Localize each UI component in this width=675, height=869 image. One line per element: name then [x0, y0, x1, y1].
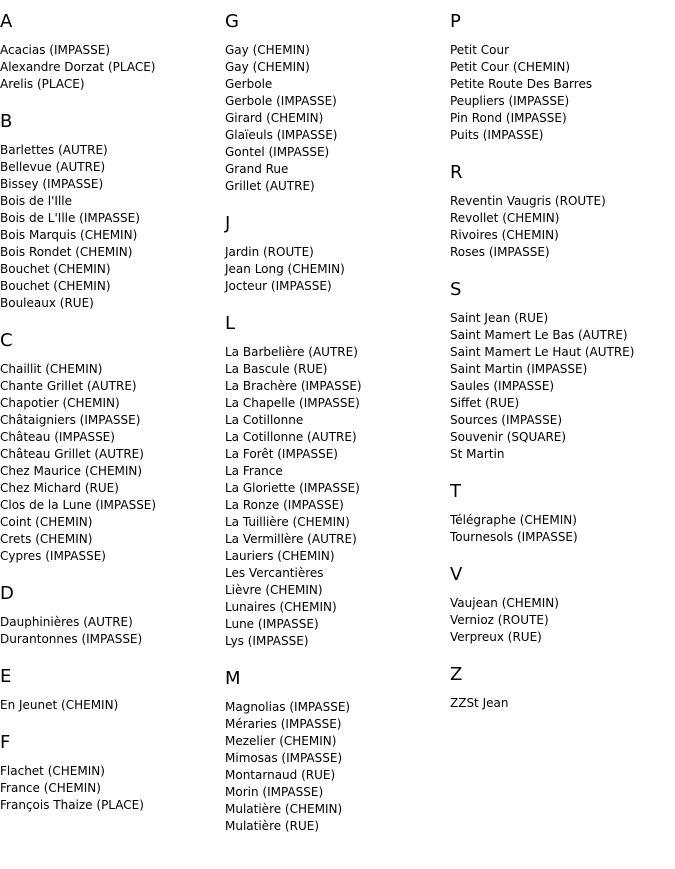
- street-link[interactable]: La Cotillonne (AUTRE): [225, 430, 357, 444]
- letter-heading: L: [225, 313, 236, 334]
- street-link[interactable]: Cypres (IMPASSE): [0, 549, 106, 563]
- street-link[interactable]: Dauphinières (AUTRE): [0, 615, 133, 629]
- street-list: [450, 595, 675, 646]
- letter-group: [450, 163, 675, 261]
- street-link[interactable]: La Chapelle (IMPASSE): [225, 396, 360, 410]
- letter-heading: T: [450, 481, 461, 502]
- street-link[interactable]: Bellevue (AUTRE): [0, 160, 106, 174]
- street-link[interactable]: La France: [225, 464, 283, 478]
- street-link[interactable]: Verpreux (RUE): [450, 630, 542, 644]
- street-index-column-2: [225, 12, 450, 854]
- street-link[interactable]: La Forêt (IMPASSE): [225, 447, 338, 461]
- street-link[interactable]: Gay (CHEMIN): [225, 60, 310, 74]
- letter-group: [450, 665, 675, 712]
- street-link[interactable]: Chez Michard (RUE): [0, 481, 119, 495]
- street-link[interactable]: Gontel (IMPASSE): [225, 145, 330, 159]
- street-link[interactable]: Acacias (IMPASSE): [0, 43, 111, 57]
- street-link[interactable]: Revollet (CHEMIN): [450, 211, 560, 225]
- street-link[interactable]: Méraries (IMPASSE): [225, 717, 342, 731]
- street-list: [225, 344, 450, 650]
- letter-group: [225, 214, 450, 295]
- street-link[interactable]: Lièvre (CHEMIN): [225, 583, 323, 597]
- letter-heading: V: [450, 564, 463, 585]
- street-link[interactable]: Bouchet (CHEMIN): [0, 262, 111, 276]
- street-list: [0, 42, 225, 93]
- letter-group: [225, 314, 450, 650]
- street-link[interactable]: Montarnaud (RUE): [225, 768, 336, 782]
- letter-heading: D: [0, 583, 14, 604]
- street-link[interactable]: Mimosas (IMPASSE): [225, 751, 343, 765]
- letter-group: [225, 12, 450, 195]
- street-link[interactable]: Tournesols (IMPASSE): [450, 530, 578, 544]
- street-link[interactable]: La Bascule (RUE): [225, 362, 328, 376]
- street-link[interactable]: Vernioz (ROUTE): [450, 613, 549, 627]
- street-link[interactable]: Jean Long (CHEMIN): [225, 262, 345, 276]
- street-link[interactable]: La Cotillonne: [225, 413, 304, 427]
- street-link[interactable]: Petit Cour (CHEMIN): [450, 60, 571, 74]
- street-link[interactable]: La Gloriette (IMPASSE): [225, 481, 360, 495]
- street-link[interactable]: Arelis (PLACE): [0, 77, 85, 91]
- street-link[interactable]: François Thaize (PLACE): [0, 798, 144, 812]
- street-link[interactable]: Château (IMPASSE): [0, 430, 115, 444]
- street-link[interactable]: Saint Martin (IMPASSE): [450, 362, 588, 376]
- letter-group: [450, 565, 675, 646]
- letter-group: [450, 12, 675, 144]
- street-link[interactable]: Durantonnes (IMPASSE): [0, 632, 143, 646]
- street-list: [0, 763, 225, 814]
- street-link[interactable]: Crets (CHEMIN): [0, 532, 93, 546]
- letter-heading: F: [0, 732, 11, 753]
- street-link[interactable]: Mezelier (CHEMIN): [225, 734, 337, 748]
- street-link[interactable]: La Brachère (IMPASSE): [225, 379, 362, 393]
- street-list: [0, 361, 225, 565]
- letter-heading: A: [0, 11, 13, 32]
- street-list: [450, 512, 675, 546]
- letter-group: [0, 331, 225, 565]
- street-link[interactable]: Bois de l'Ille: [0, 194, 73, 208]
- street-link[interactable]: Gerbole (IMPASSE): [225, 94, 337, 108]
- street-link[interactable]: Roses (IMPASSE): [450, 245, 550, 259]
- letter-heading: M: [225, 668, 241, 689]
- letter-heading: C: [0, 330, 13, 351]
- street-link[interactable]: Petit Cour: [450, 43, 510, 57]
- street-link[interactable]: En Jeunet (CHEMIN): [0, 698, 119, 712]
- street-link[interactable]: Clos de la Lune (IMPASSE): [0, 498, 157, 512]
- street-link[interactable]: Reventin Vaugris (ROUTE): [450, 194, 606, 208]
- street-link[interactable]: Souvenir (SQUARE): [450, 430, 567, 444]
- street-link[interactable]: Gerbole: [225, 77, 273, 91]
- letter-heading: P: [450, 11, 461, 32]
- street-link[interactable]: La Ronze (IMPASSE): [225, 498, 344, 512]
- street-list: [450, 42, 675, 144]
- street-link[interactable]: Grillet (AUTRE): [225, 179, 315, 193]
- street-link[interactable]: Bois Rondet (CHEMIN): [0, 245, 133, 259]
- street-link[interactable]: Siffet (RUE): [450, 396, 520, 410]
- letter-heading: J: [225, 213, 231, 234]
- street-link[interactable]: Chante Grillet (AUTRE): [0, 379, 137, 393]
- street-link[interactable]: Gay (CHEMIN): [225, 43, 310, 57]
- street-link[interactable]: Lauriers (CHEMIN): [225, 549, 335, 563]
- letter-group: [0, 733, 225, 814]
- street-link[interactable]: Grand Rue: [225, 162, 289, 176]
- street-link[interactable]: Jocteur (IMPASSE): [225, 279, 332, 293]
- letter-heading: S: [450, 279, 462, 300]
- letter-group: [225, 669, 450, 835]
- street-list: [0, 142, 225, 312]
- street-link[interactable]: Lys (IMPASSE): [225, 634, 309, 648]
- street-list: [450, 193, 675, 261]
- street-link[interactable]: Bouleaux (RUE): [0, 296, 94, 310]
- street-link[interactable]: St Martin: [450, 447, 505, 461]
- street-index-column-3: [450, 12, 675, 731]
- street-link[interactable]: Saint Mamert Le Haut (AUTRE): [450, 345, 635, 359]
- street-link[interactable]: Puits (IMPASSE): [450, 128, 544, 142]
- street-list: [225, 244, 450, 295]
- street-link[interactable]: Chapotier (CHEMIN): [0, 396, 120, 410]
- letter-heading: B: [0, 111, 13, 132]
- letter-group: [0, 12, 225, 93]
- street-link[interactable]: Flachet (CHEMIN): [0, 764, 105, 778]
- street-link[interactable]: Mulatière (CHEMIN): [225, 802, 343, 816]
- letter-group: [0, 667, 225, 714]
- street-link[interactable]: Jardin (ROUTE): [225, 245, 314, 259]
- street-link[interactable]: Lunaires (CHEMIN): [225, 600, 337, 614]
- street-link[interactable]: Chaillit (CHEMIN): [0, 362, 103, 376]
- street-list: [450, 310, 675, 463]
- street-link[interactable]: Barlettes (AUTRE): [0, 143, 108, 157]
- street-link[interactable]: Girard (CHEMIN): [225, 111, 324, 125]
- street-link[interactable]: Peupliers (IMPASSE): [450, 94, 570, 108]
- letter-group: [0, 584, 225, 648]
- street-link[interactable]: France (CHEMIN): [0, 781, 101, 795]
- street-link[interactable]: Pin Rond (IMPASSE): [450, 111, 567, 125]
- street-link[interactable]: Morin (IMPASSE): [225, 785, 324, 799]
- street-link[interactable]: Magnolias (IMPASSE): [225, 700, 351, 714]
- street-index-column-1: [0, 12, 225, 833]
- street-link[interactable]: Glaïeuls (IMPASSE): [225, 128, 338, 142]
- street-list: [0, 614, 225, 648]
- street-link[interactable]: Château Grillet (AUTRE): [0, 447, 144, 461]
- street-link[interactable]: Alexandre Dorzat (PLACE): [0, 60, 156, 74]
- street-link[interactable]: Bois Marquis (CHEMIN): [0, 228, 138, 242]
- street-link[interactable]: Rivoires (CHEMIN): [450, 228, 559, 242]
- street-link[interactable]: Lune (IMPASSE): [225, 617, 319, 631]
- letter-heading: G: [225, 11, 239, 32]
- street-link[interactable]: Bois de L'Ille (IMPASSE): [0, 211, 140, 225]
- street-link[interactable]: Télégraphe (CHEMIN): [450, 513, 577, 527]
- street-link[interactable]: La Vermillère (AUTRE): [225, 532, 357, 546]
- street-link[interactable]: ZZSt Jean: [450, 696, 509, 710]
- street-link[interactable]: Sources (IMPASSE): [450, 413, 563, 427]
- street-list: [225, 42, 450, 195]
- letter-heading: Z: [450, 664, 463, 685]
- street-link[interactable]: Saint Jean (RUE): [450, 311, 549, 325]
- street-link[interactable]: Mulatière (RUE): [225, 819, 320, 833]
- street-link[interactable]: La Tuillière (CHEMIN): [225, 515, 350, 529]
- street-list: [450, 695, 675, 712]
- street-link[interactable]: Bouchet (CHEMIN): [0, 279, 111, 293]
- street-link[interactable]: Châtaigniers (IMPASSE): [0, 413, 141, 427]
- street-list: [225, 699, 450, 835]
- street-list: [0, 697, 225, 714]
- street-link[interactable]: Les Vercantières: [225, 566, 324, 580]
- street-link[interactable]: Petite Route Des Barres: [450, 77, 593, 91]
- street-link[interactable]: Coint (CHEMIN): [0, 515, 93, 529]
- street-link[interactable]: Saules (IMPASSE): [450, 379, 555, 393]
- street-link[interactable]: Chez Maurice (CHEMIN): [0, 464, 143, 478]
- letter-group: [450, 482, 675, 546]
- letter-heading: E: [0, 666, 12, 687]
- letter-heading: R: [450, 162, 463, 183]
- letter-group: [0, 112, 225, 312]
- street-link[interactable]: La Barbelière (AUTRE): [225, 345, 358, 359]
- letter-group: [450, 280, 675, 463]
- street-link[interactable]: Saint Mamert Le Bas (AUTRE): [450, 328, 628, 342]
- street-link[interactable]: Vaujean (CHEMIN): [450, 596, 559, 610]
- street-link[interactable]: Bissey (IMPASSE): [0, 177, 104, 191]
